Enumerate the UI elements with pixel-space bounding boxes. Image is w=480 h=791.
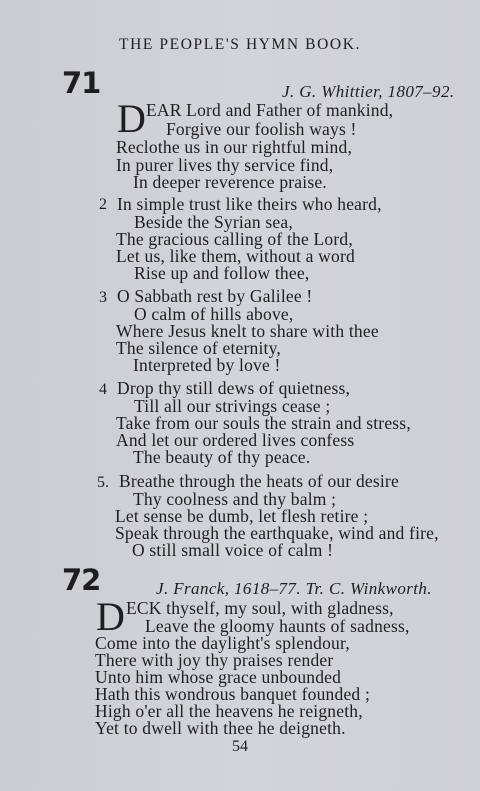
hymn-line: Beside the Syrian sea, <box>134 212 293 232</box>
hymn-line: In deeper reverence praise. <box>133 172 327 192</box>
running-header: THE PEOPLE'S HYMN BOOK. <box>119 36 361 53</box>
hymn-line: The gracious calling of the Lord, <box>116 229 353 249</box>
hymn-line: Interpreted by love ! <box>133 355 281 375</box>
hymn-line: Thy coolness and thy balm ; <box>133 489 337 509</box>
hymn-line: Hath this wondrous banquet founded ; <box>95 684 371 704</box>
verse-number: 3 <box>99 289 107 306</box>
hymn-line: In simple trust like theirs who heard, <box>117 194 382 214</box>
hymn-line: The beauty of thy peace. <box>133 447 311 467</box>
drop-cap: D <box>96 594 125 639</box>
hymn-line: Forgive our foolish ways ! <box>166 119 357 139</box>
hymn-author: J. G. Whittier, 1807–92. <box>282 82 455 101</box>
hymn-line: Let us, like them, without a word <box>116 246 355 266</box>
hymn-line: The silence of eternity, <box>116 338 281 358</box>
hymn-line: ECK thyself, my soul, with gladness, <box>126 598 394 618</box>
hymn-line: Reclothe us in our rightful mind, <box>116 137 353 157</box>
hymn-line: Drop thy still dews of quietness, <box>117 378 351 398</box>
hymn-line: And let our ordered lives confess <box>116 430 355 450</box>
hymn-number: 72 <box>62 563 101 597</box>
hymn-line: Where Jesus knelt to share with thee <box>116 321 379 341</box>
hymn-line: Yet to dwell with thee he deigneth. <box>95 718 346 738</box>
verse-number: 5. <box>97 474 109 491</box>
hymn-number: 71 <box>62 66 101 100</box>
hymn-author: J. Franck, 1618–77. Tr. C. Winkworth. <box>156 579 432 598</box>
hymn-line: Rise up and follow thee, <box>134 263 310 283</box>
hymn-line: EAR Lord and Father of mankind, <box>146 100 394 120</box>
hymn-line: Let sense be dumb, let flesh retire ; <box>115 506 369 526</box>
verse-number: 2 <box>99 196 107 213</box>
hymn-line: High o'er all the heavens he reigneth, <box>95 701 363 721</box>
hymn-line: Till all our strivings cease ; <box>134 396 331 416</box>
drop-cap: D <box>117 96 146 141</box>
page-number: 54 <box>232 738 248 755</box>
hymn-line: Leave the gloomy haunts of sadness, <box>145 616 410 636</box>
hymn-line: O calm of hills above, <box>134 304 294 324</box>
verse-number: 4 <box>99 381 107 398</box>
hymn-line: Breathe through the heats of our desire <box>119 471 399 491</box>
hymn-line: In purer lives thy service find, <box>116 155 334 175</box>
hymn-line: O Sabbath rest by Galilee ! <box>117 286 313 306</box>
hymn-line: Unto him whose grace unbounded <box>95 667 342 687</box>
hymn-line: Speak through the earthquake, wind and fire, <box>115 523 439 543</box>
hymn-line: O still small voice of calm ! <box>132 540 334 560</box>
hymn-line: Come into the daylight's splendour, <box>95 633 350 653</box>
hymn-line: There with joy thy praises render <box>95 650 334 670</box>
hymn-line: Take from our souls the strain and stress, <box>116 413 411 433</box>
